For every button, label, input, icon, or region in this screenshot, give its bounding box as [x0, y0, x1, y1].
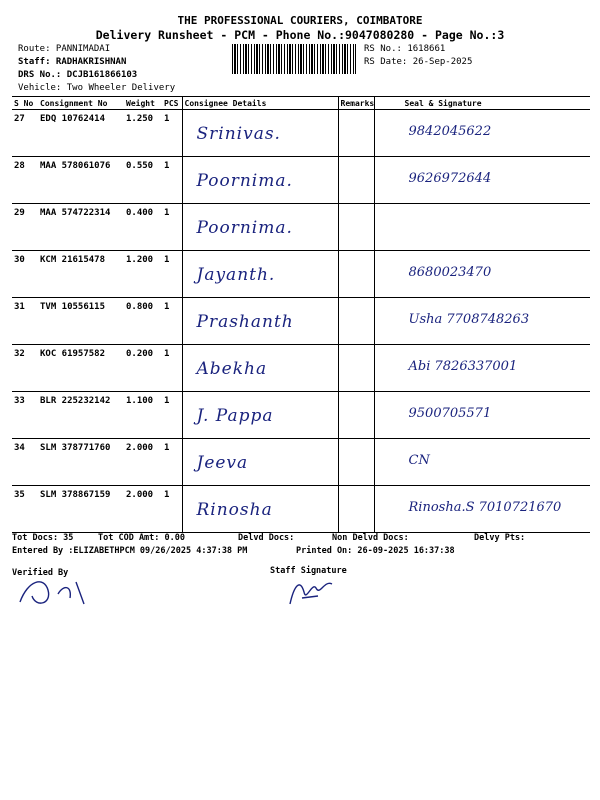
barcode-image [232, 44, 356, 74]
row-weight: 1.100 [124, 392, 162, 439]
signature-handwriting: CN [408, 453, 430, 468]
signature-handwriting: 9626972644 [408, 171, 492, 186]
row-pcs: 1 [162, 251, 182, 298]
table-row [12, 439, 590, 486]
row-pcs: 1 [162, 439, 182, 486]
col-pcs: PCS [162, 97, 182, 110]
row-remarks [338, 110, 374, 157]
row-weight: 0.400 [124, 204, 162, 251]
delvd-docs: Delvd Docs: [238, 533, 295, 543]
row-seal-signature [374, 392, 590, 439]
row-consignee [182, 110, 338, 157]
consignee-handwriting: J. Pappa [196, 406, 274, 426]
col-remarks: Remarks [338, 97, 374, 110]
table-row [12, 251, 590, 298]
row-seal-signature [374, 486, 590, 533]
entered-by: Entered By :ELIZABETHPCM 09/26/2025 4:37:38 PM [12, 546, 248, 556]
row-weight: 2.000 [124, 439, 162, 486]
row-weight: 0.800 [124, 298, 162, 345]
row-consignee [182, 251, 338, 298]
signature-handwriting: Usha 7708748263 [408, 312, 530, 327]
row-remarks [338, 298, 374, 345]
row-sno: 35 [12, 486, 38, 533]
row-sno: 32 [12, 345, 38, 392]
row-remarks [338, 157, 374, 204]
rs-date: RS Date: 26-Sep-2025 [364, 57, 473, 67]
signature-handwriting: Abi 7826337001 [408, 359, 518, 374]
row-pcs: 1 [162, 157, 182, 204]
row-weight: 1.200 [124, 251, 162, 298]
row-seal-signature [374, 298, 590, 345]
row-consignment: BLR 225232142 [38, 392, 124, 439]
consignee-handwriting: Jeeva [196, 453, 249, 473]
row-remarks [338, 486, 374, 533]
table-row [12, 110, 590, 157]
route-label: Route: PANNIMADAI [18, 44, 111, 54]
consignee-handwriting: Abekha [196, 359, 268, 379]
verified-by-label: Verified By [12, 568, 69, 578]
row-seal-signature [374, 157, 590, 204]
row-pcs: 1 [162, 204, 182, 251]
row-consignee [182, 204, 338, 251]
row-seal-signature [374, 251, 590, 298]
row-seal-signature [374, 345, 590, 392]
row-pcs: 1 [162, 392, 182, 439]
row-weight: 1.250 [124, 110, 162, 157]
table-row [12, 486, 590, 533]
consignee-handwriting: Rinosha [196, 500, 273, 520]
row-consignee [182, 439, 338, 486]
signature-handwriting: 8680023470 [408, 265, 492, 280]
consignee-handwriting: Srinivas. [196, 124, 281, 144]
non-delvd-docs: Non Delvd Docs: [332, 533, 409, 543]
row-consignment: MAA 574722314 [38, 204, 124, 251]
row-consignee [182, 392, 338, 439]
col-seal: Seal & Signature [374, 97, 590, 110]
row-remarks [338, 439, 374, 486]
row-consignment: KCM 21615478 [38, 251, 124, 298]
col-consignment: Consignment No [38, 97, 124, 110]
row-consignment: SLM 378867159 [38, 486, 124, 533]
row-sno: 31 [12, 298, 38, 345]
row-pcs: 1 [162, 345, 182, 392]
signature-handwriting: 9500705571 [408, 406, 492, 421]
row-remarks [338, 345, 374, 392]
row-sno: 28 [12, 157, 38, 204]
signature-handwriting: Rinosha.S 7010721670 [408, 500, 562, 515]
staff-signature-scribble [284, 572, 344, 608]
table-row [12, 204, 590, 251]
row-sno: 34 [12, 439, 38, 486]
row-remarks [338, 392, 374, 439]
verified-signature-scribble [14, 574, 104, 610]
consignee-handwriting: Poornima. [196, 171, 293, 191]
table-row [12, 345, 590, 392]
staff-signature-label: Staff Signature [270, 566, 347, 576]
consignee-handwriting: Jayanth. [196, 265, 276, 285]
consignee-handwriting: Poornima. [196, 218, 293, 238]
rs-number: RS No.: 1618661 [364, 44, 446, 54]
row-consignee [182, 345, 338, 392]
row-weight: 2.000 [124, 486, 162, 533]
row-sno: 29 [12, 204, 38, 251]
table-row [12, 392, 590, 439]
row-remarks [338, 204, 374, 251]
row-pcs: 1 [162, 110, 182, 157]
row-sno: 30 [12, 251, 38, 298]
consignment-table [12, 96, 590, 533]
signature-handwriting: 9842045622 [408, 124, 492, 139]
row-sno: 33 [12, 392, 38, 439]
row-consignee [182, 298, 338, 345]
row-pcs: 1 [162, 298, 182, 345]
table-row [12, 157, 590, 204]
staff-label: Staff: RADHAKRISHNAN [18, 57, 127, 67]
row-consignment: SLM 378771760 [38, 439, 124, 486]
printed-on: Printed On: 26-09-2025 16:37:38 [296, 546, 455, 556]
col-consignee: Consignee Details [182, 97, 338, 110]
row-seal-signature [374, 439, 590, 486]
delvy-pts: Delvy Pts: [474, 533, 526, 543]
consignee-handwriting: Prashanth [196, 312, 294, 332]
runsheet-subtitle: Delivery Runsheet - PCM - Phone No.:9047080280 - Page No.:3 [95, 28, 505, 42]
tot-cod: Tot COD Amt: 0.00 [98, 533, 185, 543]
row-weight: 0.200 [124, 345, 162, 392]
col-sno: S No [12, 97, 38, 110]
company-title: THE PROFESSIONAL COURIERS, COIMBATORE [177, 14, 423, 27]
row-weight: 0.550 [124, 157, 162, 204]
vehicle-label: Vehicle: Two Wheeler Delivery [18, 83, 176, 93]
row-pcs: 1 [162, 486, 182, 533]
row-consignment: EDQ 10762414 [38, 110, 124, 157]
row-consignee [182, 157, 338, 204]
row-remarks [338, 251, 374, 298]
row-seal-signature [374, 204, 590, 251]
tot-docs: Tot Docs: 35 [12, 533, 74, 543]
row-consignment: MAA 578061076 [38, 157, 124, 204]
row-seal-signature [374, 110, 590, 157]
table-row [12, 298, 590, 345]
row-consignment: TVM 10556115 [38, 298, 124, 345]
row-consignee [182, 486, 338, 533]
row-sno: 27 [12, 110, 38, 157]
table-header-row [12, 97, 590, 110]
drs-number: DRS No.: DCJB161866103 [18, 70, 138, 80]
col-weight: Weight [124, 97, 162, 110]
row-consignment: KOC 61957582 [38, 345, 124, 392]
